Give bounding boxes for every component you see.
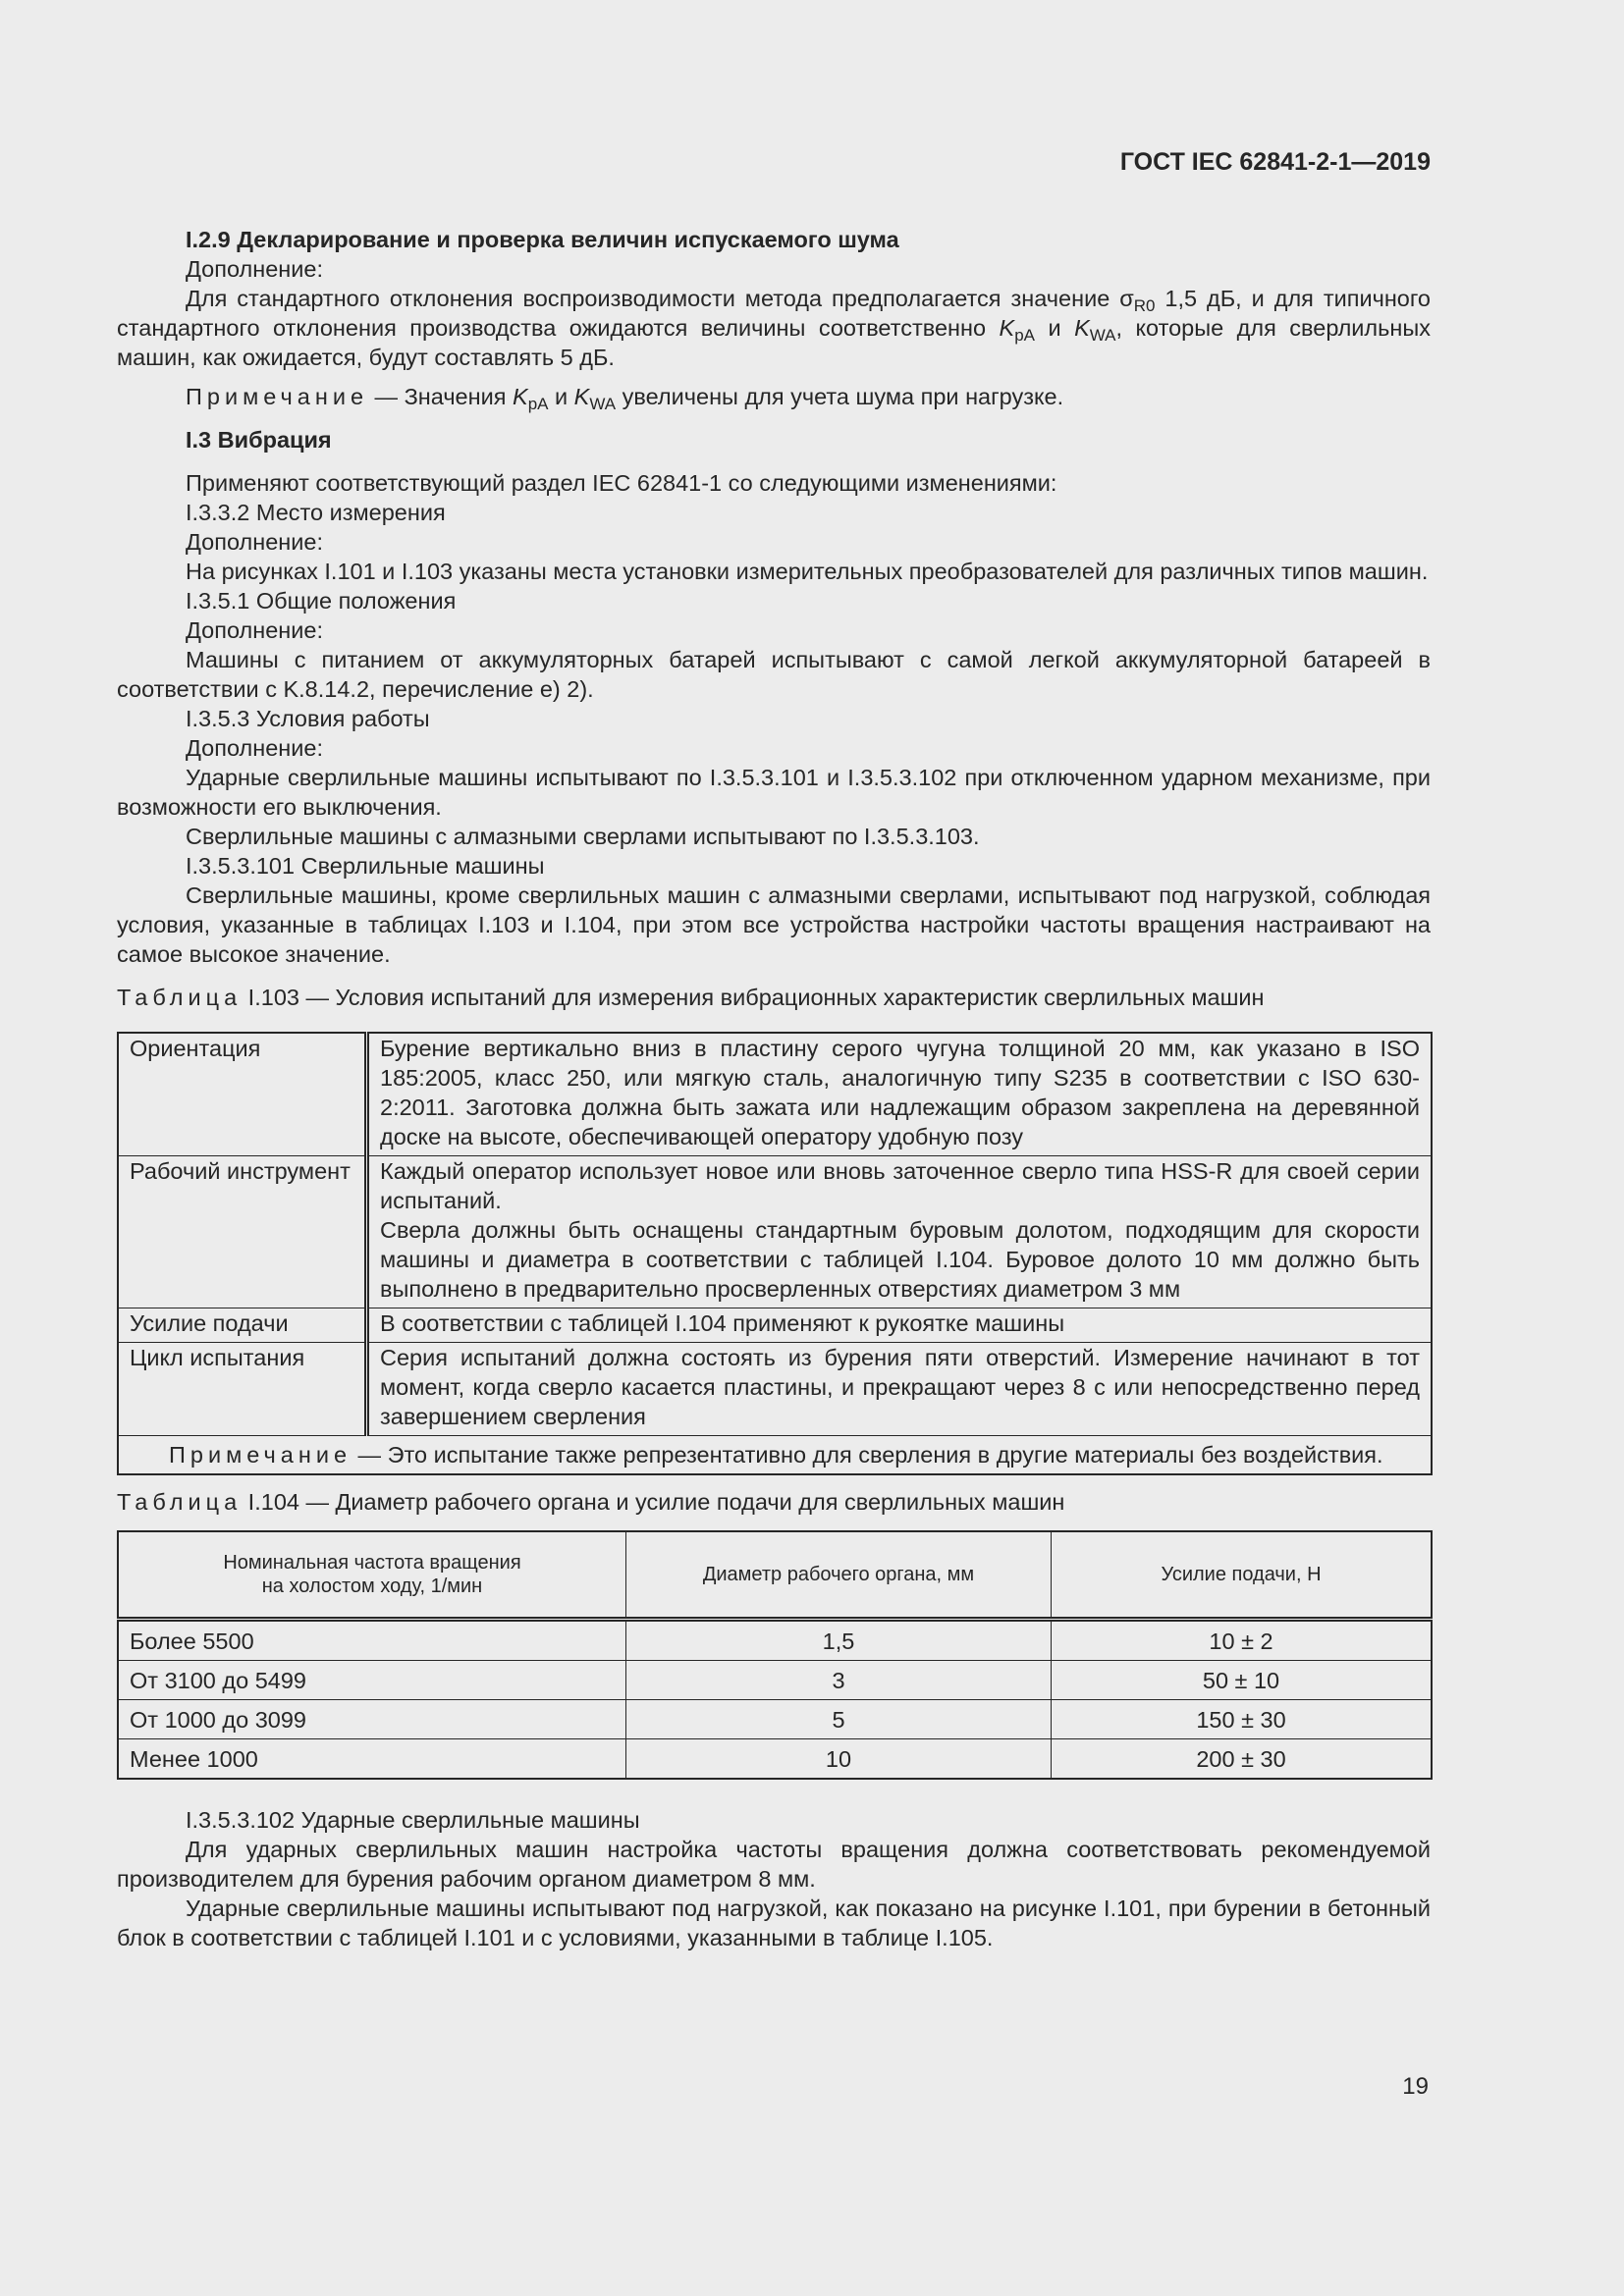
subsection-title: I.3.3.2 Место измерения xyxy=(186,500,446,525)
paragraph: Сверлильные машины, кроме сверлильных машин с алмазными сверлами, испытывают под нагрузкой, соблюдая условия, указанные в таблицах I.103 и I.104, при этом все устройства настройки частоты вращения настраивают на самое высокое значение. xyxy=(117,882,1431,967)
table-cell-param: Ориентация xyxy=(118,1033,367,1156)
note-noise xyxy=(117,382,1431,411)
subscript: WA xyxy=(1089,326,1116,345)
page-number: 19 xyxy=(1402,2073,1429,2100)
text-fragment: — Значения xyxy=(368,384,513,409)
table-cell-speed: Более 5500 xyxy=(118,1620,626,1661)
caption-label: Таблица xyxy=(117,985,243,1010)
symbol-k: K xyxy=(573,384,590,409)
subscript: R0 xyxy=(1133,296,1156,315)
paragraph-intro: Применяют соответствующий раздел IEC 62841-1 со следующими изменениями: xyxy=(186,470,1057,496)
table-row xyxy=(118,1739,1432,1780)
table-caption-104 xyxy=(117,1487,1431,1517)
subscript: WA xyxy=(589,395,617,413)
table-note-row xyxy=(118,1436,1432,1475)
table-cell-diameter: 3 xyxy=(626,1661,1052,1700)
table-row xyxy=(118,1700,1432,1739)
table-cell-param: Усилие подачи xyxy=(118,1308,367,1343)
table-row xyxy=(118,1661,1432,1700)
table-test-conditions xyxy=(117,1032,1433,1475)
table-cell-force: 50 ± 10 xyxy=(1052,1661,1433,1700)
page-content xyxy=(117,225,1431,1952)
symbol-k: K xyxy=(513,384,528,409)
table-header-force: Усилие подачи, Н xyxy=(1052,1531,1433,1620)
table-cell-speed: От 3100 до 5499 xyxy=(118,1661,626,1700)
symbol-k: K xyxy=(1074,315,1090,341)
table-row xyxy=(118,1343,1432,1436)
table-cell-force: 150 ± 30 xyxy=(1052,1700,1433,1739)
caption-text: I.104 — Диаметр рабочего органа и усилие подачи для сверлильных машин xyxy=(242,1489,1065,1515)
table-row xyxy=(118,1156,1432,1308)
caption-label: Таблица xyxy=(117,1489,243,1515)
addition-label: Дополнение: xyxy=(186,735,323,761)
addition-label: Дополнение: xyxy=(186,256,323,282)
table-cell-value: В соответствии с таблицей I.104 применяют к рукоятке машины xyxy=(367,1308,1433,1343)
table-cell-param: Цикл испытания xyxy=(118,1343,367,1436)
text-fragment: увеличены для учета шума при нагрузке. xyxy=(616,384,1064,409)
caption-text: I.103 — Условия испытаний для измерения вибрационных характеристик сверлильных машин xyxy=(242,985,1265,1010)
table-header-diameter: Диаметр рабочего органа, мм xyxy=(626,1531,1052,1620)
addition-label: Дополнение: xyxy=(186,529,323,555)
table-cell-value: Бурение вертикально вниз в пластину серого чугуна толщиной 20 мм, как указано в ISO 185:2005, класс 250, или мягкую сталь, аналогичную типу S235 в соответствии с ISO 630-2:2011. Заготовка должна быть зажата или надлежащим образом закреплена на деревянной доске на высоте, обеспечивающей оператору удобную позу xyxy=(367,1033,1433,1156)
text-fragment: 1,5 дБ, и для типичного стандартного отклонения производства ожидаются величины соответственно xyxy=(117,286,1431,341)
paragraph: На рисунках I.101 и I.103 указаны места установки измерительных преобразователей для различных типов машин. xyxy=(186,559,1429,584)
subscript: pA xyxy=(527,395,549,413)
table-cell-value xyxy=(367,1156,1433,1308)
cell-line: Сверла должны быть оснащены стандартным буровым долотом, подходящим для скорости машины и диаметра в соответствии с таблицей I.104. Буровое долото 10 мм должно быть выполнено в предварительно просверленных отверстиях диаметром 3 мм xyxy=(380,1217,1420,1302)
table-cell-diameter: 1,5 xyxy=(626,1620,1052,1661)
table-cell-param: Рабочий инструмент xyxy=(118,1156,367,1308)
subscript: pA xyxy=(1014,326,1035,345)
note-label: Примечание xyxy=(169,1442,352,1468)
section-title-i3: I.3 Вибрация xyxy=(186,427,332,453)
paragraph: Ударные сверлильные машины испытывают под нагрузкой, как показано на рисунке I.101, при бурении в бетонный блок в соответствии с таблицей I.101 и с условиями, указанными в таблице I.105. xyxy=(117,1896,1431,1950)
paragraph: Сверлильные машины с алмазными сверлами испытывают по I.3.5.3.103. xyxy=(186,824,980,849)
table-cell-diameter: 10 xyxy=(626,1739,1052,1780)
header-line: Номинальная частота вращения xyxy=(223,1552,521,1574)
table-cell-speed: Менее 1000 xyxy=(118,1739,626,1780)
document-header: ГОСТ IEC 62841-2-1—2019 xyxy=(1119,148,1431,176)
cell-line: Каждый оператор использует новое или вновь заточенное сверло типа HSS-R для своей серии испытаний. xyxy=(380,1158,1420,1213)
table-row xyxy=(118,1620,1432,1661)
table-header-speed xyxy=(118,1531,626,1620)
table-cell-speed: От 1000 до 3099 xyxy=(118,1700,626,1739)
note-text: — Это испытание также репрезентативно для сверления в другие материалы без воздействия. xyxy=(352,1442,1383,1468)
subsection-title: I.3.5.3 Условия работы xyxy=(186,706,430,731)
table-caption-103 xyxy=(117,983,1431,1012)
table-header-row xyxy=(118,1531,1432,1620)
subsection-title: I.3.5.3.101 Сверлильные машины xyxy=(186,853,545,879)
text-fragment: , которые для сверлильных машин, как ожидается, будут составлять 5 дБ. xyxy=(117,315,1431,370)
symbol-k: K xyxy=(999,315,1015,341)
table-cell-value: Серия испытаний должна состоять из бурения пяти отверстий. Измерение начинают в тот момент, когда сверло касается пластины, и прекращают через 8 с или непосредственно перед завершением сверления xyxy=(367,1343,1433,1436)
paragraph-noise-deviation xyxy=(117,284,1431,372)
table-note xyxy=(118,1436,1432,1475)
text-fragment: и xyxy=(548,384,574,409)
table-cell-diameter: 5 xyxy=(626,1700,1052,1739)
note-label: Примечание xyxy=(186,384,369,409)
section-title-i29: I.2.9 Декларирование и проверка величин испускаемого шума xyxy=(186,227,899,252)
text-fragment: Для стандартного отклонения воспроизводимости метода предполагается значение σ xyxy=(186,286,1134,311)
paragraph: Ударные сверлильные машины испытывают по I.3.5.3.101 и I.3.5.3.102 при отключенном ударном механизме, при возможности его выключения. xyxy=(117,765,1431,820)
table-cell-force: 200 ± 30 xyxy=(1052,1739,1433,1780)
paragraph: Машины с питанием от аккумуляторных батарей испытывают с самой легкой аккумуляторной батареей в соответствии с K.8.14.2, перечисление е) 2). xyxy=(117,647,1431,702)
table-drill-diameters xyxy=(117,1530,1433,1780)
table-cell-force: 10 ± 2 xyxy=(1052,1620,1433,1661)
table-row xyxy=(118,1033,1432,1156)
paragraph: Для ударных сверлильных машин настройка частоты вращения должна соответствовать рекомендуемой производителем для бурения рабочим органом диаметром 8 мм. xyxy=(117,1837,1431,1892)
table-row xyxy=(118,1308,1432,1343)
addition-label: Дополнение: xyxy=(186,617,323,643)
subsection-title: I.3.5.1 Общие положения xyxy=(186,588,457,614)
subsection-title: I.3.5.3.102 Ударные сверлильные машины xyxy=(186,1807,640,1833)
header-line: на холостом ходу, 1/мин xyxy=(261,1575,483,1597)
text-fragment: и xyxy=(1035,315,1075,341)
